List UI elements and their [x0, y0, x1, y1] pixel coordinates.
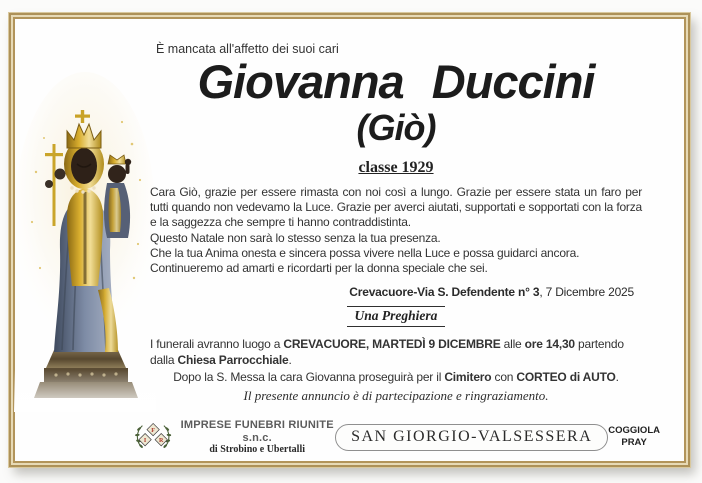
funeral-home-footer	[133, 419, 660, 455]
logo-letter-r: R	[159, 438, 164, 445]
location-badge: SAN GIORGIO-VALSESSERA	[335, 424, 608, 451]
tribute-paragraph	[150, 185, 642, 277]
prayer-divider	[150, 306, 642, 327]
tribute-line: Continueremo ad amarti e ricordarti per la donna speciale che sei.	[150, 261, 488, 276]
birth-class-line: classe 1929	[358, 158, 434, 176]
tribute-line: Questo Natale non sarà lo stesso senza la tua presenza.	[150, 230, 441, 245]
branch-coggiola: COGGIOLA	[608, 425, 660, 437]
logo-letter-i: I	[143, 438, 147, 445]
place-date-line: Crevacuore-Via S. Defendente n° 3, 7 Dicembre 2025	[349, 284, 634, 299]
funeral-home-name: IMPRESE FUNEBRI RIUNITE s.n.c.	[180, 419, 334, 444]
deceased-nickname: (Giò)	[356, 106, 436, 148]
procession-line: Dopo la S. Messa la cara Giovanna proseguirà per il Cimitero con CORTEO di AUTO.	[173, 370, 619, 385]
branch-pray: PRAY	[621, 437, 647, 448]
prayer-label: Una Preghiera	[347, 306, 446, 327]
branch-locations	[608, 425, 660, 449]
tribute-line: Che la tua Anima onesta e sincera possa vivere nella Luce e possa guidarci ancora.	[150, 246, 580, 261]
tribute-line: Cara Giò, grazie per essere rimasta con noi così a lungo. Grazie per essere stata un faro per tutti quando non vedevamo la Luce. Grazie per averci aiutati, supportati e sopportati con la forza e la saggezza che sempre ti hanno contraddistinta.	[150, 184, 642, 230]
funeral-home-owners: di Strobino e Ubertalli	[209, 443, 306, 455]
madonna-statue-image	[14, 52, 156, 412]
laurel-wreath-logo-icon	[133, 419, 173, 455]
closing-line: Il presente annuncio è di partecipazione e ringraziamento.	[243, 388, 549, 404]
announcement-text-column	[150, 28, 642, 404]
deceased-name: Giovanna Duccini	[197, 55, 595, 108]
funeral-home-identity	[133, 419, 335, 455]
intro-line: È mancata all'affetto dei suoi cari	[156, 42, 339, 56]
logo-letter-f: F	[151, 427, 155, 434]
funeral-details-line: I funerali avranno luogo a CREVACUORE, MARTEDÌ 9 DICEMBRE alle ore 14,30 partendo dalla Chiesa Parrocchiale.	[150, 336, 624, 368]
